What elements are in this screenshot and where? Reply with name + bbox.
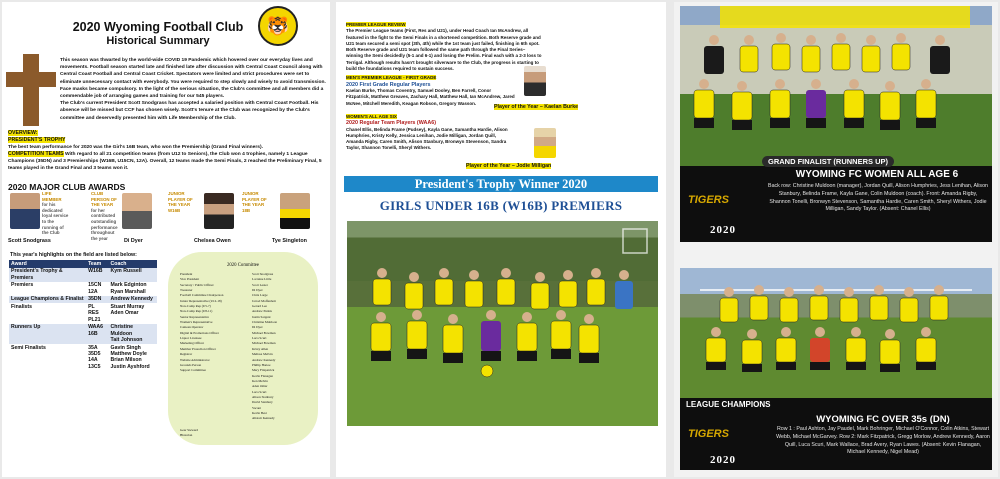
committee-entry: Andrew Kennedy bbox=[252, 357, 276, 362]
award-name: Tye Singleton bbox=[272, 238, 307, 244]
section-heading: MEN'S PREMIER LEAGUE - FIRST GRADE bbox=[346, 75, 437, 81]
committee-entry: Historian bbox=[180, 433, 193, 438]
committee-entry: Scott Snodgrass bbox=[252, 272, 274, 276]
result-tag: GRAND FINALIST (RUNNERS UP) bbox=[762, 156, 894, 167]
committee-entry: Di Dyer bbox=[252, 325, 263, 330]
committee-entry: Liquor Licensee bbox=[180, 336, 202, 341]
committee-entry: Di Dyer bbox=[252, 288, 263, 293]
team-photo-women bbox=[680, 6, 992, 166]
committee-entry: Football Committee Chairperson bbox=[180, 293, 224, 298]
committee-entry: Support Committee bbox=[180, 368, 206, 373]
team-caption: Row 1 : Paul Ashton, Jay Paudel, Mark Bohringer, Michael O'Connor, Colin Atkins, Stewart Webb, Michael McGarvey. Row 2: Mark Fitzpatrick, Gregg Morlow, Andrew Kennedy, Aaron Quill, Luca Scuri, Mark Wallace, Brad Avery, Ryan Lawes. (Absent: Kevin Flanagan, Michael Kennedy, Nigel Mead) bbox=[776, 426, 990, 456]
committee-entry: Canteen Operator bbox=[180, 325, 204, 330]
avatar bbox=[534, 128, 556, 158]
committee-entry: Aden Omar bbox=[252, 384, 268, 389]
committee-entry: Junior Representative (U12-18) bbox=[180, 298, 222, 303]
highlights-label: This year's highlights on the field are listed below: bbox=[10, 252, 137, 258]
committee-entry: Scott Lester bbox=[252, 282, 268, 287]
committee-entry: Vice President bbox=[180, 277, 200, 282]
team-caption: Back row: Christine Muldoon (manager), Jordan Quill, Alison Humphries, Jess Lenihan, Alison Stanbury, Belinda Frame, Kayla Gane, Colin Muldoon (coach). Front: Amanda Rigby, Shannon Tonelli, Bronwyn Stevenson, Samantha Hardie, Caren Smith, Sheryl Withers, Jodie Milligan, Sandy Taylor. (Absent: Chanel Ellis) bbox=[768, 183, 988, 213]
committee-entry: Chris Large bbox=[252, 293, 268, 298]
memorial-cross-icon bbox=[6, 54, 56, 126]
committee-entry: Member Protection Officer bbox=[180, 346, 216, 351]
page-team-photos bbox=[674, 2, 998, 477]
committee-entry: Alistair Kennedy bbox=[252, 416, 275, 421]
year-label: 2020 bbox=[710, 224, 736, 236]
award-name: Scott Snodgrass bbox=[8, 238, 51, 244]
committee-entry: Marketing Officer bbox=[180, 341, 205, 346]
womens-section: WOMEN'S ALL AGE SIX 2020 Regular Team Players (WAA6) Chanel Ellis, Belinda Frame (Pudsey), Kayla Gane, Samantha Hardie, Alison Humphries, Kristy Kelly, Jessica Lenihan, Jodie Milligan, Jordan Quill, Amanda Rigby, Caren Smith, Alison Stanbury, Bronwyn Stevenson, Sandra Taylor, Shannon Tonelli, Sheryl Withers. bbox=[346, 114, 508, 151]
avatar bbox=[524, 66, 546, 96]
intro-text: This season was thwarted by the world-wide COVID 19 Pandemic which hovered over our everyday lives and movements. Football season started late and finished late after discussion with Central Coast Council along with Central Coast Football and Central Coast Cricket. Spectators were limited and strict procedures were set to eliminate unnecessary contact with everybody. You were required to step slowly and wisely to avoid transmission. Face masks became compulsory. In the light of the serious situation, the Club's committee and all members did a commendable job of arranging games and training for our 545 players. The Club's current President Scott Snodgrass has accepted a salaried position with Central Coast Football. His absence will be missed but CCF has chosen wisely. Scott's tenure at the Club was recognized by the Club's committee and deservedly presented him with Life Membership of the Club. bbox=[60, 58, 326, 121]
committee-entry: Vacant bbox=[252, 405, 261, 410]
committee-entry: Kevin Flanagan bbox=[252, 373, 273, 378]
committee-entry: Luca Scuri bbox=[252, 336, 267, 341]
team-title: WYOMING FC WOMEN ALL AGE 6 bbox=[795, 169, 959, 180]
committee-entry: Non-Comp Rep (U5-7) bbox=[180, 304, 211, 309]
committee-entry: Jarrod Moffenbeir bbox=[252, 298, 277, 303]
committee-entry: Kristy Allen bbox=[252, 346, 269, 351]
player-of-year: Player of the Year – Kaelan Burke bbox=[494, 104, 579, 110]
committee-entry: Women's Representative bbox=[180, 320, 213, 325]
competition-label: COMPETITION TEAMS bbox=[8, 151, 64, 157]
committee-entry: Website Administrator bbox=[180, 357, 210, 362]
committee-entry: Christine Muldoon bbox=[252, 320, 278, 325]
table-header: Award Team Coach bbox=[9, 260, 157, 268]
committee-entry: Alison Stanbury bbox=[252, 394, 274, 399]
award-name: Chelsea Owen bbox=[194, 238, 231, 244]
committee-entry: Non-Comp Rep (U8-11) bbox=[180, 309, 213, 314]
over35-caption-panel bbox=[680, 398, 992, 470]
committee-entry: Luca Scuri bbox=[252, 389, 267, 394]
award-name: Di Dyer bbox=[124, 238, 143, 244]
pres-trophy-label: PRESIDENT'S TROPHY bbox=[8, 137, 66, 143]
committee-entry: Ken Melvin bbox=[252, 378, 268, 383]
team-photo-over35s bbox=[680, 268, 992, 398]
table-row: Finalists PL RES PL21 Stuart Murray Aden Omar bbox=[11, 303, 145, 323]
avatar bbox=[280, 193, 310, 229]
committee-entry: Michael Bowman bbox=[252, 330, 276, 335]
tigers-logo: TIGERS bbox=[688, 194, 729, 206]
award-junior-18b: JUNIOR PLAYER OF THE YEAR 18B bbox=[242, 191, 267, 213]
presidents-trophy-banner: President's Trophy Winner 2020 bbox=[344, 176, 658, 192]
committee-entry: Michael Bowman bbox=[252, 341, 276, 346]
page-club-summary bbox=[2, 2, 330, 477]
committee-entry: Grounds Person bbox=[180, 362, 202, 367]
award-junior-w16b: JUNIOR PLAYER OF THE YEAR W16B bbox=[168, 191, 193, 213]
year-label: 2020 bbox=[710, 454, 736, 466]
committee-heading: 2020 Committee bbox=[226, 263, 260, 268]
player-of-year: Player of the Year – Jodie Milligan bbox=[466, 163, 552, 169]
awards-heading: 2020 MAJOR CLUB AWARDS bbox=[8, 182, 126, 192]
page-premier-league bbox=[336, 2, 666, 477]
table-row: League Champions & Finalist 35DN Andrew Kennedy bbox=[9, 296, 157, 304]
committee-entry: Lorraine Little bbox=[252, 277, 272, 282]
table-row: Runners Up WAA6 16B Christine Muldoon Tait Johnson bbox=[9, 324, 157, 344]
committee-entry: Andrew Purkis bbox=[252, 309, 272, 314]
results-table bbox=[9, 260, 157, 371]
table-row: Premiers 15CN 12A Mark Edginton Ryan Marshall bbox=[11, 282, 147, 295]
avatar bbox=[10, 193, 40, 229]
committee-entry: Secretary / Public Officer bbox=[180, 282, 214, 287]
committee-entry: Phillip Hartee bbox=[252, 362, 271, 367]
overview-section: OVERVIEW: PRESIDENT'S TROPHY The best team performance for 2020 was the Girl's 16B team, who won the Premiership (Grand Final winners). COMPETITION TEAMS With regard to all 21 competition teams (from U12 to Seniors), the Club won 4 trophies, namely 1 League Champions (35DN) and 3 Premierships (W16B, U15CN, 12A). Overall, 12 teams made the Semi Finals, 2 reached the Preliminary Final, 5 teams played in the Grand Final and 3 teams won it. bbox=[8, 130, 322, 171]
committee-entry: Gerard Lee bbox=[252, 304, 267, 309]
table-row: President's Trophy & Premiers W16B Kym Russell bbox=[9, 268, 157, 282]
section-heading: WOMEN'S ALL AGE SIX bbox=[346, 114, 397, 119]
page-title: 2020 Wyoming Football Club bbox=[72, 20, 244, 34]
girls-team-heading: GIRLS UNDER 16B (W16B) PREMIERS bbox=[379, 198, 623, 213]
committee-entry: David Stanbury bbox=[252, 400, 273, 405]
committee-entry: Melissa Melvin bbox=[252, 352, 273, 357]
award-life-member: LIFE MEMBER for his dedicated loyal service to the running of the Club bbox=[42, 191, 69, 236]
team-photo-w16b bbox=[347, 221, 658, 426]
avatar bbox=[204, 193, 234, 229]
committee-entry: Gear Steward bbox=[180, 428, 199, 432]
committee-entry: President bbox=[180, 272, 193, 276]
committee-panel bbox=[168, 252, 318, 445]
club-logo-icon: 🐯 bbox=[258, 6, 298, 46]
section-heading: PREMIER LEAGUE REVIEW bbox=[346, 22, 406, 27]
team-figures bbox=[680, 6, 992, 166]
page-subtitle: Historical Summary bbox=[106, 35, 210, 47]
women-caption-panel bbox=[680, 157, 992, 242]
avatar bbox=[122, 193, 152, 229]
team-figures bbox=[347, 221, 658, 426]
committee-entry: Mary Fitzpatrick bbox=[252, 368, 275, 373]
committee-names bbox=[252, 272, 312, 422]
table-row: Semi Finalists 35A 35D5 14A 13C5 Gavin Singh Matthew Doyle Brian Milson Justin Ayshford bbox=[11, 344, 150, 370]
award-club-person: CLUB PERSON OF THE YEAR for her contributed outstanding performance throughout the year bbox=[91, 191, 118, 241]
result-tag: LEAGUE CHAMPIONS bbox=[686, 400, 771, 409]
tigers-logo: TIGERS bbox=[688, 428, 729, 440]
committee-extra-roles bbox=[180, 428, 250, 439]
committee-roles bbox=[180, 272, 250, 374]
committee-entry: Kevin Best bbox=[252, 410, 267, 415]
team-title: WYOMING FC OVER 35s (DN) bbox=[816, 414, 950, 425]
overview-label: OVERVIEW: bbox=[8, 130, 38, 136]
committee-entry: Registrar bbox=[180, 352, 193, 357]
premier-league-review: PREMIER LEAGUE REVIEW The Premier League teams (First, Res and U21), under Head Coach Ian McAndrew, all featured in the fight to the Semi Finals in a shortened competition. Both Reserve grade and U21 team secured a semi spot (3th, 4th) while the 1st team just failed, finishing in 6th spot. Both Reserve grade and U21 team followed the same path through the Final Series– winning the Semi decidedly (5-1 and 6-1) and losing the Prelim. Final each with a 2-3 loss to Terrigal. Although results hasn't brought silverware to the Club, the progress is starting to build the foundations required to sustain success. MEN'S PREMIER LEAGUE - FIRST GRADE 2020 First Grade Regular Players Kaelan Burke, Thomas Coventry, Samuel Dooley, Ben Farrell, Conor Fitzpatrick, Matthew Greaves, Zachary Hall, Matthew Hall, Ian McAndrew, Jared McNee, Mitchell Meredith, Keagan Robson, Gregory Wasson. bbox=[346, 22, 542, 106]
committee-entry: Digital & Promotions Officer bbox=[180, 330, 219, 335]
committee-entry: Senior Representative bbox=[180, 314, 210, 319]
committee-entry: Treasurer bbox=[180, 288, 193, 293]
committee-entry: Justin Sargent bbox=[252, 314, 271, 319]
team-figures bbox=[680, 268, 992, 398]
